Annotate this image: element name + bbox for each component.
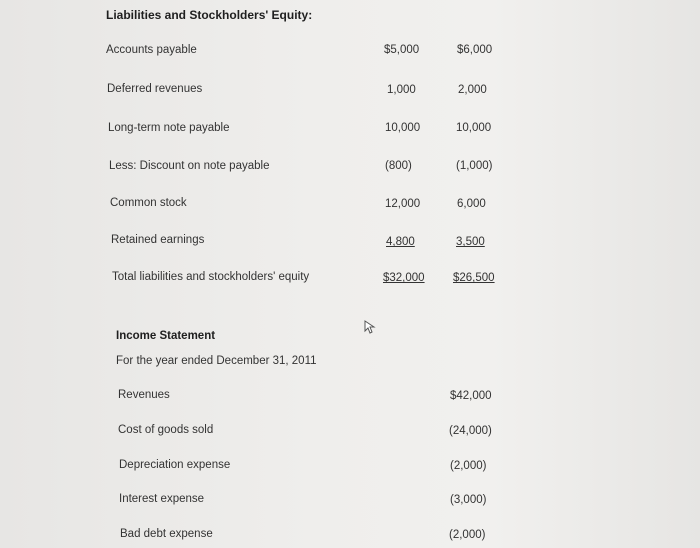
row-label: Retained earnings: [111, 234, 205, 246]
income-row-label: Bad debt expense: [120, 528, 213, 540]
income-row-value: $42,000: [450, 390, 492, 402]
total-row-label: Total liabilities and stockholders' equity: [112, 271, 310, 283]
row-value-2011: 12,000: [385, 198, 421, 210]
total-value-2011: $32,000: [383, 272, 425, 284]
row-value-2010: (1,000): [456, 160, 493, 172]
income-row-value: (2,000): [449, 529, 486, 541]
income-statement-title: Income Statement: [116, 330, 216, 342]
income-row-label: Revenues: [118, 389, 170, 401]
row-value-2011: 4,800: [386, 236, 415, 248]
row-label: Long-term note payable: [108, 122, 230, 134]
income-row-label: Cost of goods sold: [118, 424, 214, 436]
income-row-label: Depreciation expense: [119, 459, 231, 471]
row-value-2010: 10,000: [456, 122, 492, 134]
income-row-label: Interest expense: [119, 493, 205, 505]
mouse-pointer-icon: [364, 320, 376, 334]
row-label: Accounts payable: [106, 44, 197, 56]
row-label: Common stock: [110, 197, 187, 209]
row-label: Deferred revenues: [107, 83, 203, 95]
row-value-2011: 1,000: [387, 84, 416, 96]
row-value-2011: (800): [385, 160, 412, 172]
row-value-2011: $5,000: [384, 44, 420, 56]
row-value-2010: 2,000: [458, 84, 487, 96]
income-statement-subtitle: For the year ended December 31, 2011: [116, 355, 317, 367]
row-value-2011: 10,000: [385, 122, 421, 134]
row-value-2010: 3,500: [456, 236, 485, 248]
income-row-value: (24,000): [449, 425, 492, 437]
total-value-2010: $26,500: [453, 272, 495, 284]
row-label: Less: Discount on note payable: [109, 160, 270, 172]
row-value-2010: $6,000: [457, 44, 493, 56]
income-row-value: (2,000): [450, 460, 487, 472]
income-row-value: (3,000): [450, 494, 487, 506]
balance-section-heading: Liabilities and Stockholders' Equity:: [106, 8, 313, 22]
row-value-2010: 6,000: [457, 198, 486, 210]
